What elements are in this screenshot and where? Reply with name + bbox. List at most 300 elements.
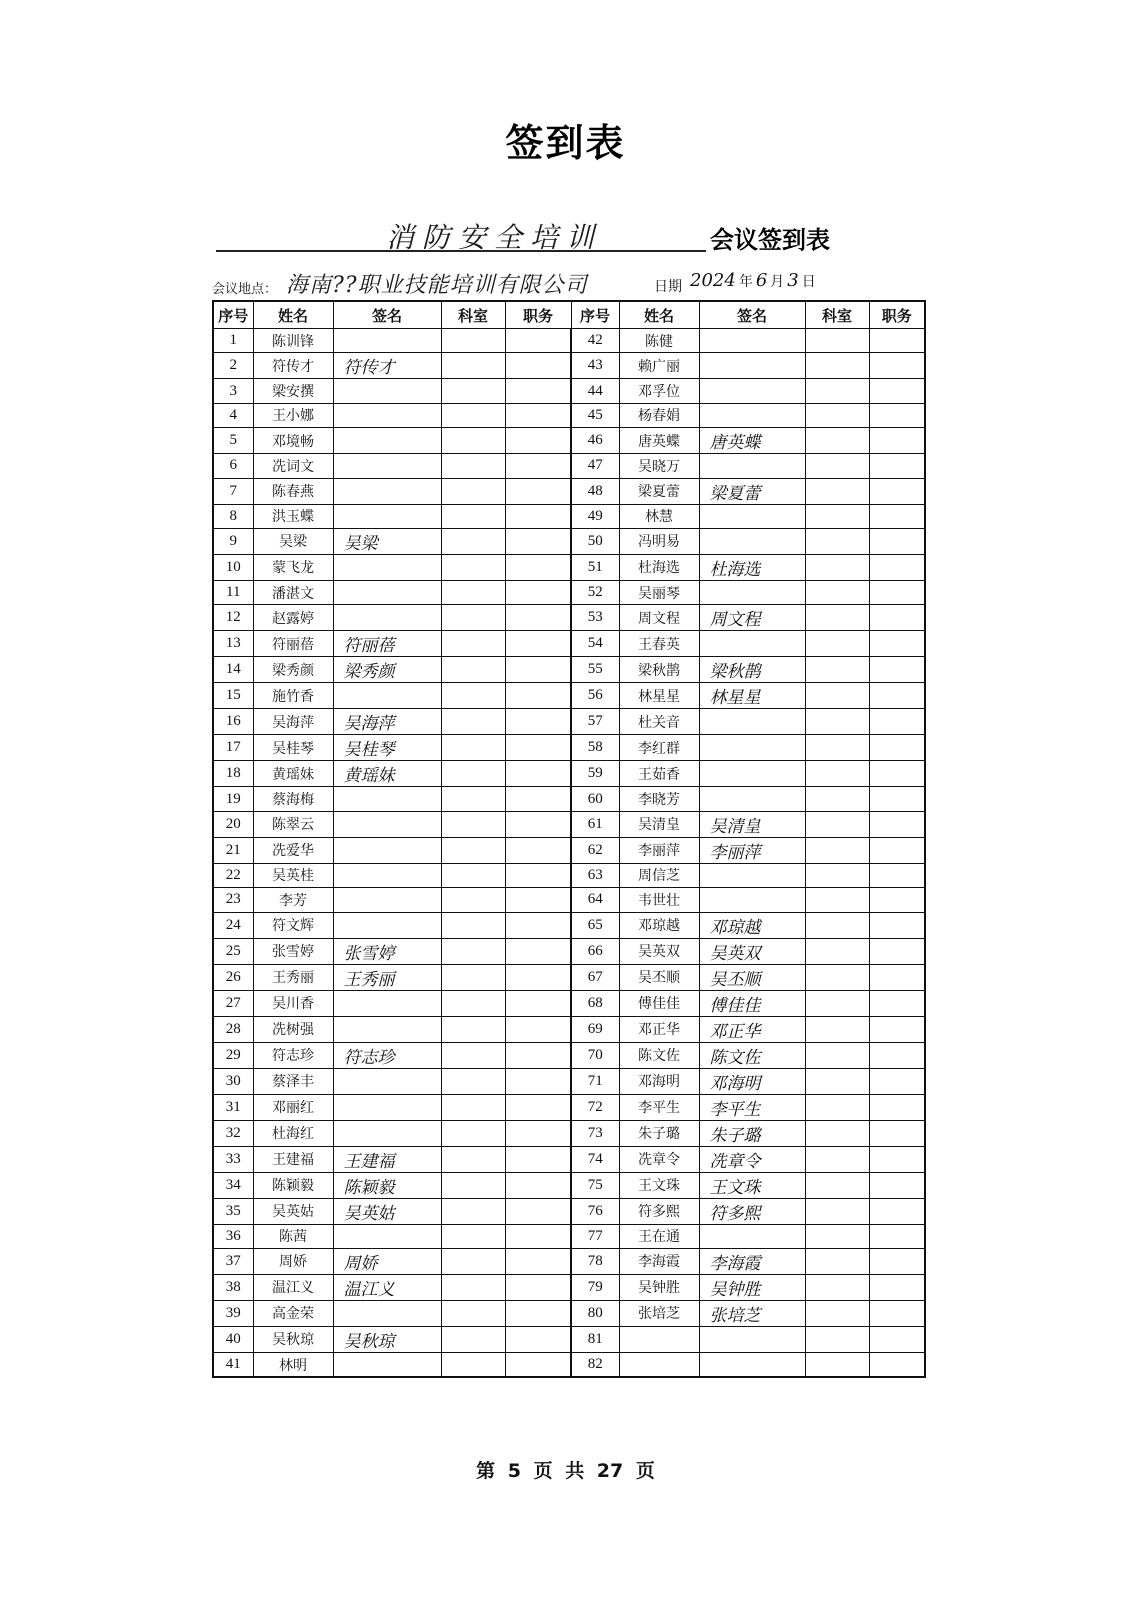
left-row-number: 18 (213, 761, 253, 787)
right-name-cell: 唐英蝶 (619, 428, 699, 454)
right-dept-cell (805, 379, 869, 403)
right-title-cell (869, 1198, 925, 1224)
right-signature-cell (699, 709, 805, 735)
right-signature-cell: 梁秋鹊 (699, 657, 805, 683)
left-dept-cell (441, 837, 505, 863)
right-signature-cell: 王文珠 (699, 1172, 805, 1198)
right-row-number: 82 (571, 1352, 619, 1377)
left-title-cell (505, 1042, 571, 1068)
table-row (213, 1094, 925, 1120)
left-title-cell (505, 478, 571, 504)
right-row-number: 72 (571, 1094, 619, 1120)
right-row-number: 76 (571, 1198, 619, 1224)
left-row-number: 17 (213, 735, 253, 761)
left-name-cell: 洪玉蝶 (253, 504, 333, 528)
right-title-cell (869, 735, 925, 761)
table-row (213, 938, 925, 964)
left-dept-cell (441, 605, 505, 631)
left-signature-cell (333, 1352, 441, 1377)
right-row-number: 73 (571, 1120, 619, 1146)
right-row-number: 70 (571, 1042, 619, 1068)
right-signature-cell (699, 787, 805, 811)
left-dept-cell (441, 454, 505, 478)
right-dept-cell (805, 1120, 869, 1146)
left-title-cell (505, 605, 571, 631)
right-dept-cell (805, 811, 869, 837)
right-row-number: 69 (571, 1016, 619, 1042)
left-name-cell: 周娇 (253, 1248, 333, 1274)
right-signature-cell (699, 631, 805, 657)
left-name-cell: 吴海萍 (253, 709, 333, 735)
left-row-number: 29 (213, 1042, 253, 1068)
left-row-number: 32 (213, 1120, 253, 1146)
table-row (213, 888, 925, 912)
right-dept-cell (805, 787, 869, 811)
right-name-cell: 周文程 (619, 605, 699, 631)
left-dept-cell (441, 787, 505, 811)
table-header-row (213, 301, 925, 329)
right-row-number: 51 (571, 554, 619, 580)
right-row-number: 74 (571, 1146, 619, 1172)
left-signature-cell: 陈颖毅 (333, 1172, 441, 1198)
left-name-cell: 吴英桂 (253, 863, 333, 887)
left-title-cell (505, 709, 571, 735)
right-row-number: 75 (571, 1172, 619, 1198)
left-name-cell: 王建福 (253, 1146, 333, 1172)
left-dept-cell (441, 1198, 505, 1224)
right-title-cell (869, 1326, 925, 1352)
right-row-number: 62 (571, 837, 619, 863)
table-row (213, 787, 925, 811)
right-title-cell (869, 1300, 925, 1326)
left-dept-cell (441, 1352, 505, 1377)
left-name-cell: 林明 (253, 1352, 333, 1377)
right-name-cell: 陈健 (619, 329, 699, 353)
right-dept-cell (805, 1352, 869, 1377)
left-row-number: 19 (213, 787, 253, 811)
right-row-number: 45 (571, 403, 619, 427)
left-dept-cell (441, 657, 505, 683)
left-name-cell: 陈训锋 (253, 329, 333, 353)
right-dept-cell (805, 428, 869, 454)
right-row-number: 56 (571, 683, 619, 709)
right-row-number: 78 (571, 1248, 619, 1274)
left-row-number: 11 (213, 580, 253, 604)
left-signature-cell (333, 379, 441, 403)
right-row-number: 53 (571, 605, 619, 631)
right-signature-cell: 陈文佐 (699, 1042, 805, 1068)
left-dept-cell (441, 1068, 505, 1094)
right-dept-cell (805, 353, 869, 379)
right-dept-cell (805, 683, 869, 709)
left-signature-cell (333, 863, 441, 887)
signin-table-body (213, 329, 925, 1378)
right-signature-cell: 杜海选 (699, 554, 805, 580)
table-row (213, 528, 925, 554)
right-dept-cell (805, 1248, 869, 1274)
right-row-number: 61 (571, 811, 619, 837)
left-row-number: 22 (213, 863, 253, 887)
left-signature-cell: 王建福 (333, 1146, 441, 1172)
date-day-suffix: 日 (801, 274, 816, 290)
table-row (213, 990, 925, 1016)
right-name-cell: 李丽萍 (619, 837, 699, 863)
left-row-number: 36 (213, 1224, 253, 1248)
meeting-meta (212, 268, 932, 298)
right-row-number: 59 (571, 761, 619, 787)
left-title-cell (505, 1094, 571, 1120)
left-dept-cell (441, 504, 505, 528)
right-row-number: 63 (571, 863, 619, 887)
right-dept-cell (805, 403, 869, 427)
signin-table (212, 300, 926, 1378)
header-right-dept: 科室 (805, 301, 869, 329)
right-row-number: 52 (571, 580, 619, 604)
right-signature-cell: 吴丕顺 (699, 964, 805, 990)
date-label: 日期 (654, 279, 682, 295)
table-row (213, 1146, 925, 1172)
left-title-cell (505, 580, 571, 604)
left-signature-cell (333, 990, 441, 1016)
left-title-cell (505, 1274, 571, 1300)
table-row (213, 1224, 925, 1248)
left-row-number: 16 (213, 709, 253, 735)
right-signature-cell (699, 379, 805, 403)
left-title-cell (505, 504, 571, 528)
right-title-cell (869, 1042, 925, 1068)
left-dept-cell (441, 1326, 505, 1352)
right-signature-cell (699, 528, 805, 554)
left-row-number: 15 (213, 683, 253, 709)
left-title-cell (505, 428, 571, 454)
left-row-number: 40 (213, 1326, 253, 1352)
right-dept-cell (805, 888, 869, 912)
left-title-cell (505, 912, 571, 938)
header-right-title: 职务 (869, 301, 925, 329)
table-row (213, 1274, 925, 1300)
table-row (213, 329, 925, 353)
left-title-cell (505, 1248, 571, 1274)
right-title-cell (869, 329, 925, 353)
left-name-cell: 吴秋琼 (253, 1326, 333, 1352)
right-signature-cell (699, 329, 805, 353)
right-title-cell (869, 912, 925, 938)
table-row (213, 478, 925, 504)
left-name-cell: 邓境畅 (253, 428, 333, 454)
left-title-cell (505, 1120, 571, 1146)
left-row-number: 41 (213, 1352, 253, 1377)
left-dept-cell (441, 964, 505, 990)
left-signature-cell (333, 428, 441, 454)
right-name-cell: 冯明易 (619, 528, 699, 554)
right-name-cell: 邓孚位 (619, 379, 699, 403)
left-signature-cell: 吴秋琼 (333, 1326, 441, 1352)
left-signature-cell: 温江义 (333, 1274, 441, 1300)
table-row (213, 735, 925, 761)
right-dept-cell (805, 1326, 869, 1352)
table-row (213, 1198, 925, 1224)
right-dept-cell (805, 1274, 869, 1300)
right-dept-cell (805, 761, 869, 787)
right-dept-cell (805, 1300, 869, 1326)
left-row-number: 7 (213, 478, 253, 504)
left-dept-cell (441, 709, 505, 735)
right-name-cell: 赖广丽 (619, 353, 699, 379)
right-signature-cell (699, 580, 805, 604)
date-day: 3 (787, 270, 799, 291)
table-row (213, 1068, 925, 1094)
left-name-cell: 冼树强 (253, 1016, 333, 1042)
left-dept-cell (441, 379, 505, 403)
right-signature-cell: 李海霞 (699, 1248, 805, 1274)
right-dept-cell (805, 580, 869, 604)
header-left-no: 序号 (213, 301, 253, 329)
right-row-number: 48 (571, 478, 619, 504)
left-dept-cell (441, 478, 505, 504)
left-signature-cell (333, 403, 441, 427)
left-title-cell (505, 631, 571, 657)
left-title-cell (505, 938, 571, 964)
left-row-number: 23 (213, 888, 253, 912)
right-title-cell (869, 1146, 925, 1172)
right-title-cell (869, 888, 925, 912)
table-row (213, 964, 925, 990)
table-row (213, 1300, 925, 1326)
left-signature-cell: 吴梁 (333, 528, 441, 554)
header-left-title: 职务 (505, 301, 571, 329)
right-row-number: 64 (571, 888, 619, 912)
left-dept-cell (441, 761, 505, 787)
left-row-number: 30 (213, 1068, 253, 1094)
right-name-cell: 吴英双 (619, 938, 699, 964)
left-name-cell: 吴川香 (253, 990, 333, 1016)
left-title-cell (505, 964, 571, 990)
right-signature-cell: 符多熙 (699, 1198, 805, 1224)
table-row (213, 554, 925, 580)
left-row-number: 10 (213, 554, 253, 580)
right-row-number: 47 (571, 454, 619, 478)
left-row-number: 12 (213, 605, 253, 631)
date-year: 2024 (690, 270, 736, 291)
right-row-number: 68 (571, 990, 619, 1016)
right-name-cell: 吴晓万 (619, 454, 699, 478)
right-dept-cell (805, 964, 869, 990)
right-title-cell (869, 504, 925, 528)
right-dept-cell (805, 1224, 869, 1248)
right-dept-cell (805, 1172, 869, 1198)
right-signature-cell: 李丽萍 (699, 837, 805, 863)
right-row-number: 42 (571, 329, 619, 353)
right-dept-cell (805, 1016, 869, 1042)
header-left-signature: 签名 (333, 301, 441, 329)
left-title-cell (505, 683, 571, 709)
table-row (213, 811, 925, 837)
right-name-cell: 吴丽琴 (619, 580, 699, 604)
meeting-heading (216, 216, 856, 256)
left-name-cell: 梁安撰 (253, 379, 333, 403)
right-row-number: 79 (571, 1274, 619, 1300)
right-signature-cell (699, 504, 805, 528)
left-signature-cell (333, 1120, 441, 1146)
left-signature-cell: 王秀丽 (333, 964, 441, 990)
right-name-cell (619, 1326, 699, 1352)
right-dept-cell (805, 1042, 869, 1068)
left-name-cell: 陈颖毅 (253, 1172, 333, 1198)
table-row (213, 863, 925, 887)
left-name-cell: 温江义 (253, 1274, 333, 1300)
right-title-cell (869, 811, 925, 837)
left-title-cell (505, 528, 571, 554)
left-signature-cell (333, 683, 441, 709)
table-row (213, 657, 925, 683)
left-title-cell (505, 554, 571, 580)
left-title-cell (505, 1172, 571, 1198)
right-signature-cell: 林星星 (699, 683, 805, 709)
left-signature-cell (333, 1094, 441, 1120)
right-title-cell (869, 787, 925, 811)
left-dept-cell (441, 888, 505, 912)
left-row-number: 35 (213, 1198, 253, 1224)
left-signature-cell (333, 912, 441, 938)
left-name-cell: 黄瑶妹 (253, 761, 333, 787)
right-title-cell (869, 478, 925, 504)
left-signature-cell: 吴桂琴 (333, 735, 441, 761)
right-title-cell (869, 428, 925, 454)
table-row (213, 428, 925, 454)
left-title-cell (505, 761, 571, 787)
table-row (213, 580, 925, 604)
left-signature-cell: 符传才 (333, 353, 441, 379)
right-signature-cell (699, 863, 805, 887)
left-signature-cell: 符志珍 (333, 1042, 441, 1068)
left-row-number: 14 (213, 657, 253, 683)
header-left-name: 姓名 (253, 301, 333, 329)
right-name-cell: 吴钟胜 (619, 1274, 699, 1300)
page-title: 签到表 (505, 121, 626, 165)
right-name-cell: 李晓芳 (619, 787, 699, 811)
left-name-cell: 冼爱华 (253, 837, 333, 863)
left-name-cell: 赵露婷 (253, 605, 333, 631)
right-dept-cell (805, 657, 869, 683)
left-dept-cell (441, 912, 505, 938)
left-dept-cell (441, 1224, 505, 1248)
right-dept-cell (805, 1146, 869, 1172)
right-signature-cell (699, 353, 805, 379)
table-row (213, 1016, 925, 1042)
right-title-cell (869, 1016, 925, 1042)
left-name-cell: 李芳 (253, 888, 333, 912)
right-dept-cell (805, 504, 869, 528)
right-signature-cell: 唐英蝶 (699, 428, 805, 454)
right-name-cell: 张培芝 (619, 1300, 699, 1326)
right-name-cell: 符多熙 (619, 1198, 699, 1224)
right-title-cell (869, 709, 925, 735)
right-signature-cell: 梁夏蕾 (699, 478, 805, 504)
right-dept-cell (805, 735, 869, 761)
right-title-cell (869, 683, 925, 709)
right-name-cell: 李平生 (619, 1094, 699, 1120)
left-signature-cell (333, 478, 441, 504)
left-dept-cell (441, 528, 505, 554)
left-title-cell (505, 888, 571, 912)
right-title-cell (869, 1094, 925, 1120)
left-signature-cell (333, 787, 441, 811)
right-signature-cell: 冼章令 (699, 1146, 805, 1172)
right-name-cell: 邓琼越 (619, 912, 699, 938)
right-title-cell (869, 1224, 925, 1248)
right-signature-cell (699, 888, 805, 912)
left-name-cell: 蔡泽丰 (253, 1068, 333, 1094)
right-signature-cell: 李平生 (699, 1094, 805, 1120)
left-signature-cell (333, 1224, 441, 1248)
table-row (213, 709, 925, 735)
right-dept-cell (805, 938, 869, 964)
header-right-name: 姓名 (619, 301, 699, 329)
left-row-number: 31 (213, 1094, 253, 1120)
left-name-cell: 冼词文 (253, 454, 333, 478)
table-row (213, 1248, 925, 1274)
left-title-cell (505, 329, 571, 353)
left-title-cell (505, 379, 571, 403)
right-row-number: 50 (571, 528, 619, 554)
right-signature-cell (699, 454, 805, 478)
table-row (213, 353, 925, 379)
date-year-suffix: 年 (738, 274, 753, 290)
left-name-cell: 杜海红 (253, 1120, 333, 1146)
left-signature-cell (333, 1016, 441, 1042)
right-signature-cell (699, 403, 805, 427)
left-row-number: 39 (213, 1300, 253, 1326)
right-name-cell: 李海霞 (619, 1248, 699, 1274)
left-title-cell (505, 1146, 571, 1172)
left-signature-cell (333, 329, 441, 353)
table-row (213, 1172, 925, 1198)
right-row-number: 49 (571, 504, 619, 528)
left-title-cell (505, 454, 571, 478)
right-name-cell: 王在通 (619, 1224, 699, 1248)
right-dept-cell (805, 454, 869, 478)
left-signature-cell: 符丽蓓 (333, 631, 441, 657)
table-row (213, 1326, 925, 1352)
left-name-cell: 陈茜 (253, 1224, 333, 1248)
right-name-cell: 李红群 (619, 735, 699, 761)
right-row-number: 67 (571, 964, 619, 990)
left-dept-cell (441, 990, 505, 1016)
left-row-number: 3 (213, 379, 253, 403)
right-signature-cell: 朱子璐 (699, 1120, 805, 1146)
right-signature-cell (699, 1352, 805, 1377)
table-row (213, 1042, 925, 1068)
right-title-cell (869, 990, 925, 1016)
right-row-number: 43 (571, 353, 619, 379)
table-row (213, 761, 925, 787)
right-title-cell (869, 1068, 925, 1094)
left-title-cell (505, 1352, 571, 1377)
left-name-cell: 蒙飞龙 (253, 554, 333, 580)
right-dept-cell (805, 1198, 869, 1224)
right-title-cell (869, 938, 925, 964)
right-title-cell (869, 1172, 925, 1198)
right-row-number: 57 (571, 709, 619, 735)
left-name-cell: 吴桂琴 (253, 735, 333, 761)
left-title-cell (505, 1326, 571, 1352)
left-dept-cell (441, 1042, 505, 1068)
left-title-cell (505, 990, 571, 1016)
left-signature-cell (333, 554, 441, 580)
right-dept-cell (805, 329, 869, 353)
left-row-number: 2 (213, 353, 253, 379)
left-dept-cell (441, 631, 505, 657)
